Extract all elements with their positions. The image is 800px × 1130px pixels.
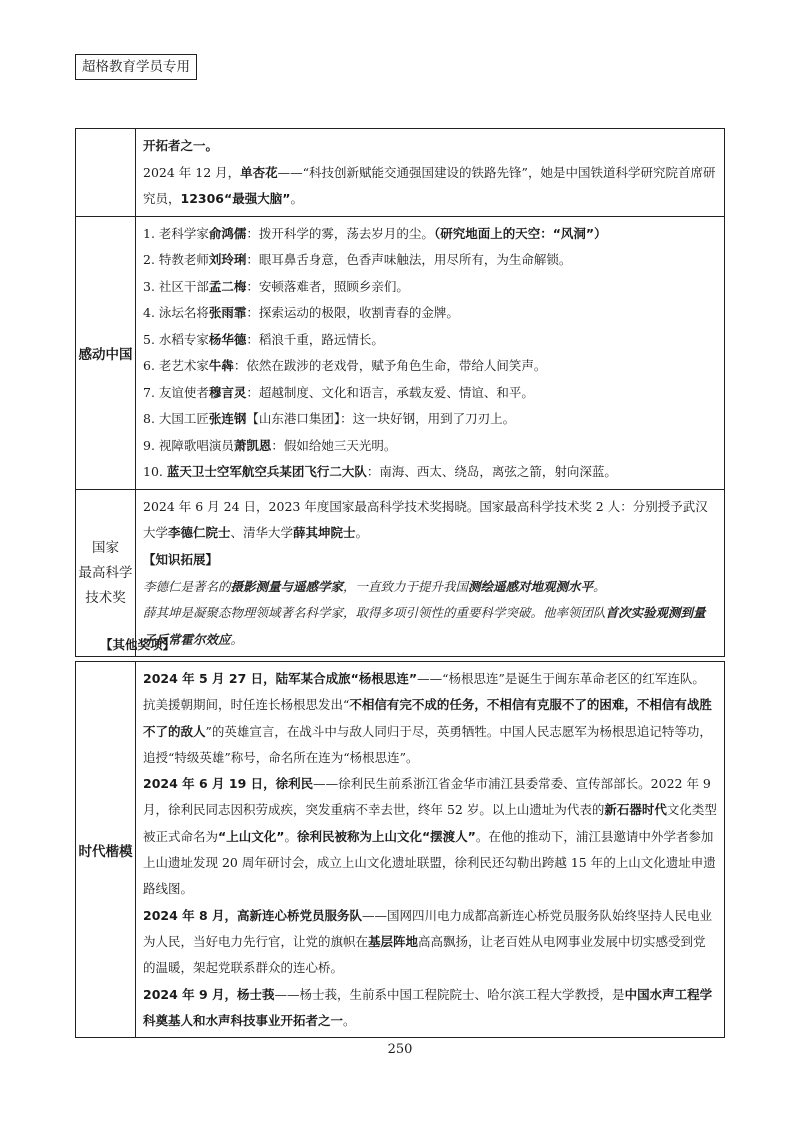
bold-text: 俞鸿儒 [208, 225, 247, 241]
text-run: 。 [230, 631, 244, 647]
text-run: ——国网四川电力成都高新连心桥党员服务队始终坚持人民电业为人民，当好电力先行官，让党的旗帜在 [143, 907, 713, 949]
row-label: 感动中国 [76, 216, 136, 489]
list-item [143, 353, 717, 380]
bold-text: 单杏花 [240, 164, 278, 180]
bold-text: 开拓者之一。 [143, 138, 219, 153]
text-run: 。 [355, 525, 369, 541]
text-run: ：眼耳鼻舌身意，色香声味触法，用尽所有，为生命解锁。 [246, 252, 572, 268]
row-content [136, 216, 725, 489]
text-run: 4. 泳坛名将 [143, 305, 209, 321]
text-run: 8. 大国工匠 [143, 411, 209, 427]
text-run: 文化类型被正式命名为 [143, 802, 717, 844]
text-run: ——杨士莪，生前系中国工程院院士、哈尔滨工程大学教授，是 [274, 986, 625, 1002]
bold-text: （研究地面上的天空：“风洞”） [433, 225, 607, 241]
text-run: ：超越制度、文化和语言，承载友爱、情谊、和平。 [246, 384, 534, 400]
bold-text: “上山文化” [218, 828, 285, 844]
table-row [76, 662, 725, 1038]
text-run: ——“杨根思连”是诞生于闽东革命老区的红军连队。抗美援朝期间，时任连长杨根思发出“ [143, 671, 705, 713]
text-run: 2. 特教老师 [143, 252, 209, 268]
paragraph [143, 494, 717, 547]
text-run: 7. 友谊使者 [143, 384, 209, 400]
text-run: ：南海、西太、绕岛，离弦之箭，射向深蓝。 [366, 464, 617, 480]
bold-text: 新石器时代 [604, 802, 667, 818]
text-run: 2024 年 6 月 24 日，2023 年度国家最高科学技术奖揭晓。国家最高科学技术奖 2 人：分别授予武汉大学 [143, 498, 708, 541]
table-row [76, 489, 725, 657]
header-tag: 超格教育学员专用 [75, 54, 197, 80]
paragraph [143, 666, 717, 771]
paragraph [143, 982, 717, 1035]
bold-text: 中国水声工程学科奠基人和水声科技事业开拓者之一 [143, 986, 713, 1028]
text-run: ”的英雄宣言，在战斗中与敌人同归于尽，英勇牺牲。中国人民志愿军为杨根思追记特等功，追授“特级英雄”称号，命名所在连为“杨根思连”。 [143, 723, 712, 765]
bold-text: 基层阵地 [368, 933, 419, 949]
label-line: 技术奖 [85, 589, 126, 606]
text-run: ：拨开科学的雾，荡去岁月的尘。 [246, 225, 434, 241]
list-item [143, 221, 717, 248]
paragraph [143, 574, 717, 601]
bold-text: 测绘遥感对地观测水平 [468, 578, 594, 594]
text-run: ：安顿落难者，照顾乡亲们。 [246, 278, 409, 294]
row-content [136, 129, 725, 217]
text-run: 6. 老艺术家 [143, 358, 209, 374]
bold-text: 不相信有完不成的任务，不相信有克服不了的困难，不相信有战胜不了的敌人 [143, 697, 712, 739]
bold-text: 2024 年 5 月 27 日，陆军某合成旅“杨根思连” [143, 671, 418, 686]
page-number: 250 [387, 1042, 413, 1057]
bold-text: 2024 年 9 月，杨士莪 [143, 986, 275, 1002]
row-content [136, 662, 725, 1038]
award-table-2 [75, 661, 725, 1038]
text-run: 10. [143, 464, 167, 480]
bold-text: 2024 年 8 月，高新连心桥党员服务队 [143, 907, 363, 923]
bold-text: 12306“最强大脑” [180, 191, 291, 207]
bold-text: 张连钢 [208, 411, 247, 427]
text-run: 2024 年 12 月， [143, 164, 241, 180]
text-run: 9. 视障歌唱演员 [143, 437, 234, 453]
award-table-1 [75, 128, 725, 657]
text-run: ——“科技创新赋能交通强国建设的铁路先锋”，她是中国铁道科学研究院首席研究员， [143, 164, 716, 207]
row-label [76, 489, 136, 657]
bold-text: 薛其坤院士 [293, 525, 356, 541]
text-run: ——徐利民生前系浙江省金华市浦江县委常委、宣传部部长。2022 年 9 月，徐利民同志因积劳成疾，突发重病不幸去世，终年 52 岁。以上山遗址为代表的 [143, 776, 711, 818]
list-item [143, 459, 717, 486]
text-run: 5. 水稻专家 [143, 331, 209, 347]
bold-text: 徐利民被称为上山文化“摆渡人” [296, 828, 476, 844]
section-title: 【其他奖项】 [100, 637, 176, 652]
paragraph [143, 771, 717, 902]
bold-text: 首次实验观测到量子反常霍尔效应 [143, 605, 706, 647]
text-run: 高高飘扬，让老百姓从电网事业发展中切实感受到党的温暖，架起党联系群众的连心桥。 [143, 933, 706, 976]
paragraph [143, 600, 717, 653]
bold-text: 萧凯恩 [233, 437, 272, 453]
paragraph [143, 133, 717, 160]
paragraph [143, 903, 717, 982]
text-run: 。 [284, 828, 297, 844]
list-item [143, 327, 717, 354]
text-run: ：依然在跋涉的老戏骨，赋予角色生命，带给人间笑声。 [233, 358, 547, 374]
text-run: ：探索运动的极限，收割青春的金牌。 [246, 305, 459, 321]
text-run: 。在他的推动下，浦江县邀请中外学者参加上山遗址发现 20 周年研讨会，成立上山文化遗址联盟，徐利民还勾勒出跨越 15 年的上山文化遗址申遗路线图。 [143, 828, 716, 897]
label-line: 最高科学 [78, 564, 133, 581]
table-row [76, 129, 725, 217]
list-item [143, 247, 717, 274]
label-line: 国家 [92, 539, 119, 556]
row-label-empty [76, 129, 136, 217]
bold-text: 摄影测量与遥感学家 [230, 578, 344, 594]
text-run: 。 [343, 1012, 356, 1028]
text-run: 。 [290, 191, 303, 207]
text-run: ：稻浪千重，路远情长。 [246, 331, 384, 347]
bold-text: 李德仁院士 [168, 525, 231, 541]
bold-text: 蓝天卫士空军航空兵某团飞行二大队 [166, 464, 367, 480]
text-run: 【山东港口集团】：这一块好钢，用到了刀刃上。 [246, 411, 516, 427]
text-run: 薛其坤是凝聚态物理领域著名科学家，取得多项引领性的重要科学突破。他率领团队 [143, 605, 606, 621]
list-item [143, 380, 717, 407]
table-row [76, 216, 725, 489]
paragraph [143, 160, 717, 213]
text-run: 1. 老科学家 [143, 225, 209, 241]
text-run: 、清华大学 [230, 525, 294, 541]
text-run: ，一直致力于提升我国 [343, 578, 469, 594]
text-run: 3. 社区干部 [143, 278, 209, 294]
text-run: 。 [593, 578, 606, 594]
bold-text: 牛犇 [208, 358, 234, 374]
knowledge-heading: 【知识拓展】 [143, 551, 219, 567]
list-item [143, 406, 717, 433]
paragraph [143, 547, 717, 574]
bold-text: 刘玲琍 [208, 252, 247, 268]
list-item [143, 274, 717, 301]
row-content [136, 489, 725, 657]
list-item [143, 433, 717, 460]
bold-text: 穆言灵 [208, 384, 247, 400]
bold-text: 孟二梅 [208, 278, 247, 294]
bold-text: 杨华德 [208, 331, 247, 347]
row-label: 时代楷模 [76, 662, 136, 1038]
text-run: 李德仁是著名的 [143, 578, 231, 594]
bold-text: 张雨霏 [208, 305, 247, 321]
list-item [143, 300, 717, 327]
bold-text: 2024 年 6 月 19 日，徐利民 [143, 776, 314, 792]
text-run: ：假如给她三天光明。 [271, 437, 397, 453]
